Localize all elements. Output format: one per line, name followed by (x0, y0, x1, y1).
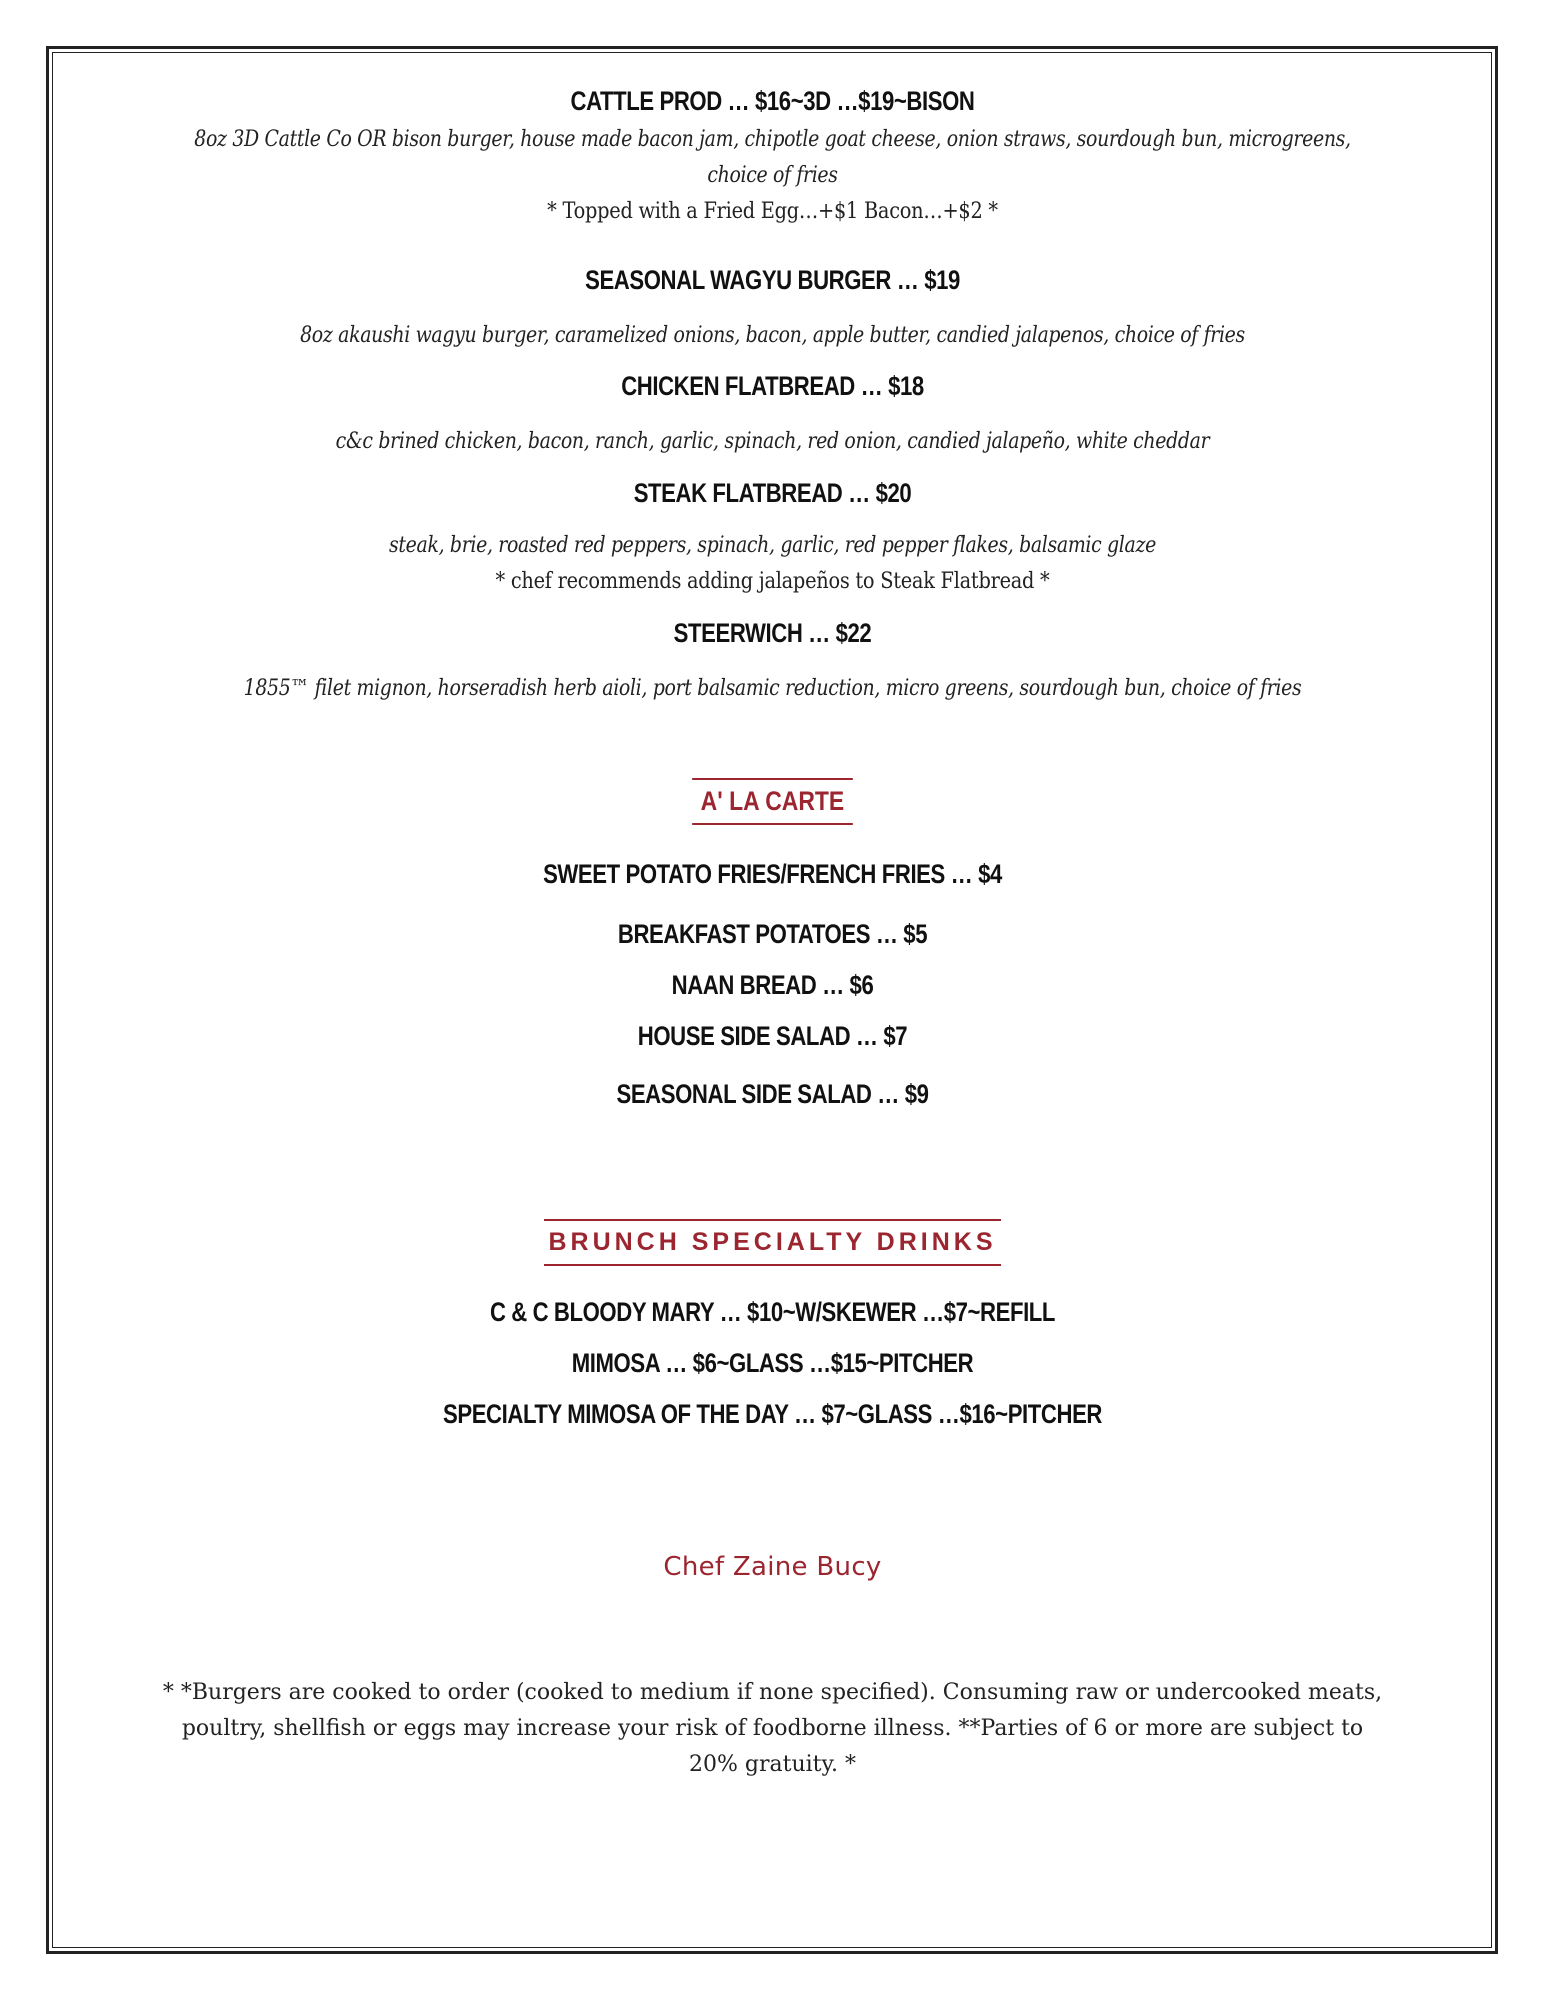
menu-item-title: STEAK FLATBREAD … $20 (633, 478, 912, 508)
menu-item-description: steak, brie, roasted red peppers, spinach, garlic, red pepper flakes, balsamic glaze (389, 533, 1156, 558)
drink-item: SPECIALTY MIMOSA OF THE DAY … $7~GLASS …$16~PITCHER (442, 1399, 1103, 1429)
side-item: SEASONAL SIDE SALAD … $9 (616, 1079, 929, 1109)
section-heading-label: A' LA CARTE (692, 778, 853, 825)
menu-item-note: * chef recommends adding jalapeños to Steak Flatbread * (495, 569, 1050, 594)
section-heading-label: BRUNCH SPECIALTY DRINKS (544, 1219, 1000, 1266)
menu-item-title: CATTLE PROD … $16~3D …$19~BISON (570, 86, 975, 116)
menu-item-description: choice of fries (707, 163, 838, 188)
drink-item: MIMOSA … $6~GLASS …$15~PITCHER (571, 1348, 974, 1378)
side-item: SWEET POTATO FRIES/FRENCH FRIES … $4 (543, 859, 1002, 889)
menu-item-description: 8oz akaushi wagyu burger, caramelized onions, bacon, apple butter, candied jalapenos, choice of fries (300, 323, 1245, 348)
section-heading-drinks (60, 1219, 1485, 1266)
menu-item-title: SEASONAL WAGYU BURGER … $19 (585, 265, 960, 295)
menu-item-description: c&c brined chicken, bacon, ranch, garlic, spinach, red onion, candied jalapeño, white cheddar (335, 429, 1210, 454)
menu-item-title: STEERWICH … $22 (673, 618, 872, 648)
disclaimer-text: * *Burgers are cooked to order (cooked to medium if none specified). Consuming raw or undercooked meats, poultry, shellfish or eggs may increase your risk of foodborne illness. **Parties of 6 or more are subject to 20% gratuity. * (162, 1680, 1383, 1777)
menu-item-note: * Topped with a Fried Egg…+$1 Bacon…+$2 * (547, 199, 998, 224)
side-item: NAAN BREAD … $6 (671, 970, 874, 1000)
menu-item-description: 1855™ filet mignon, horseradish herb aioli, port balsamic reduction, micro greens, sourdough bun, choice of fries (243, 676, 1302, 701)
drink-item: C & C BLOODY MARY … $10~W/SKEWER …$7~REFILL (489, 1297, 1056, 1327)
menu-item-title: CHICKEN FLATBREAD … $18 (621, 371, 924, 401)
section-heading-a-la-carte (60, 778, 1485, 825)
side-item: BREAKFAST POTATOES … $5 (617, 919, 928, 949)
side-item: HOUSE SIDE SALAD … $7 (637, 1021, 908, 1051)
chef-name: Chef Zaine Bucy (663, 1552, 882, 1582)
menu-item-description: 8oz 3D Cattle Co OR bison burger, house made bacon jam, chipotle goat cheese, onion straws, sourdough bun, microgreens, (194, 127, 1351, 152)
